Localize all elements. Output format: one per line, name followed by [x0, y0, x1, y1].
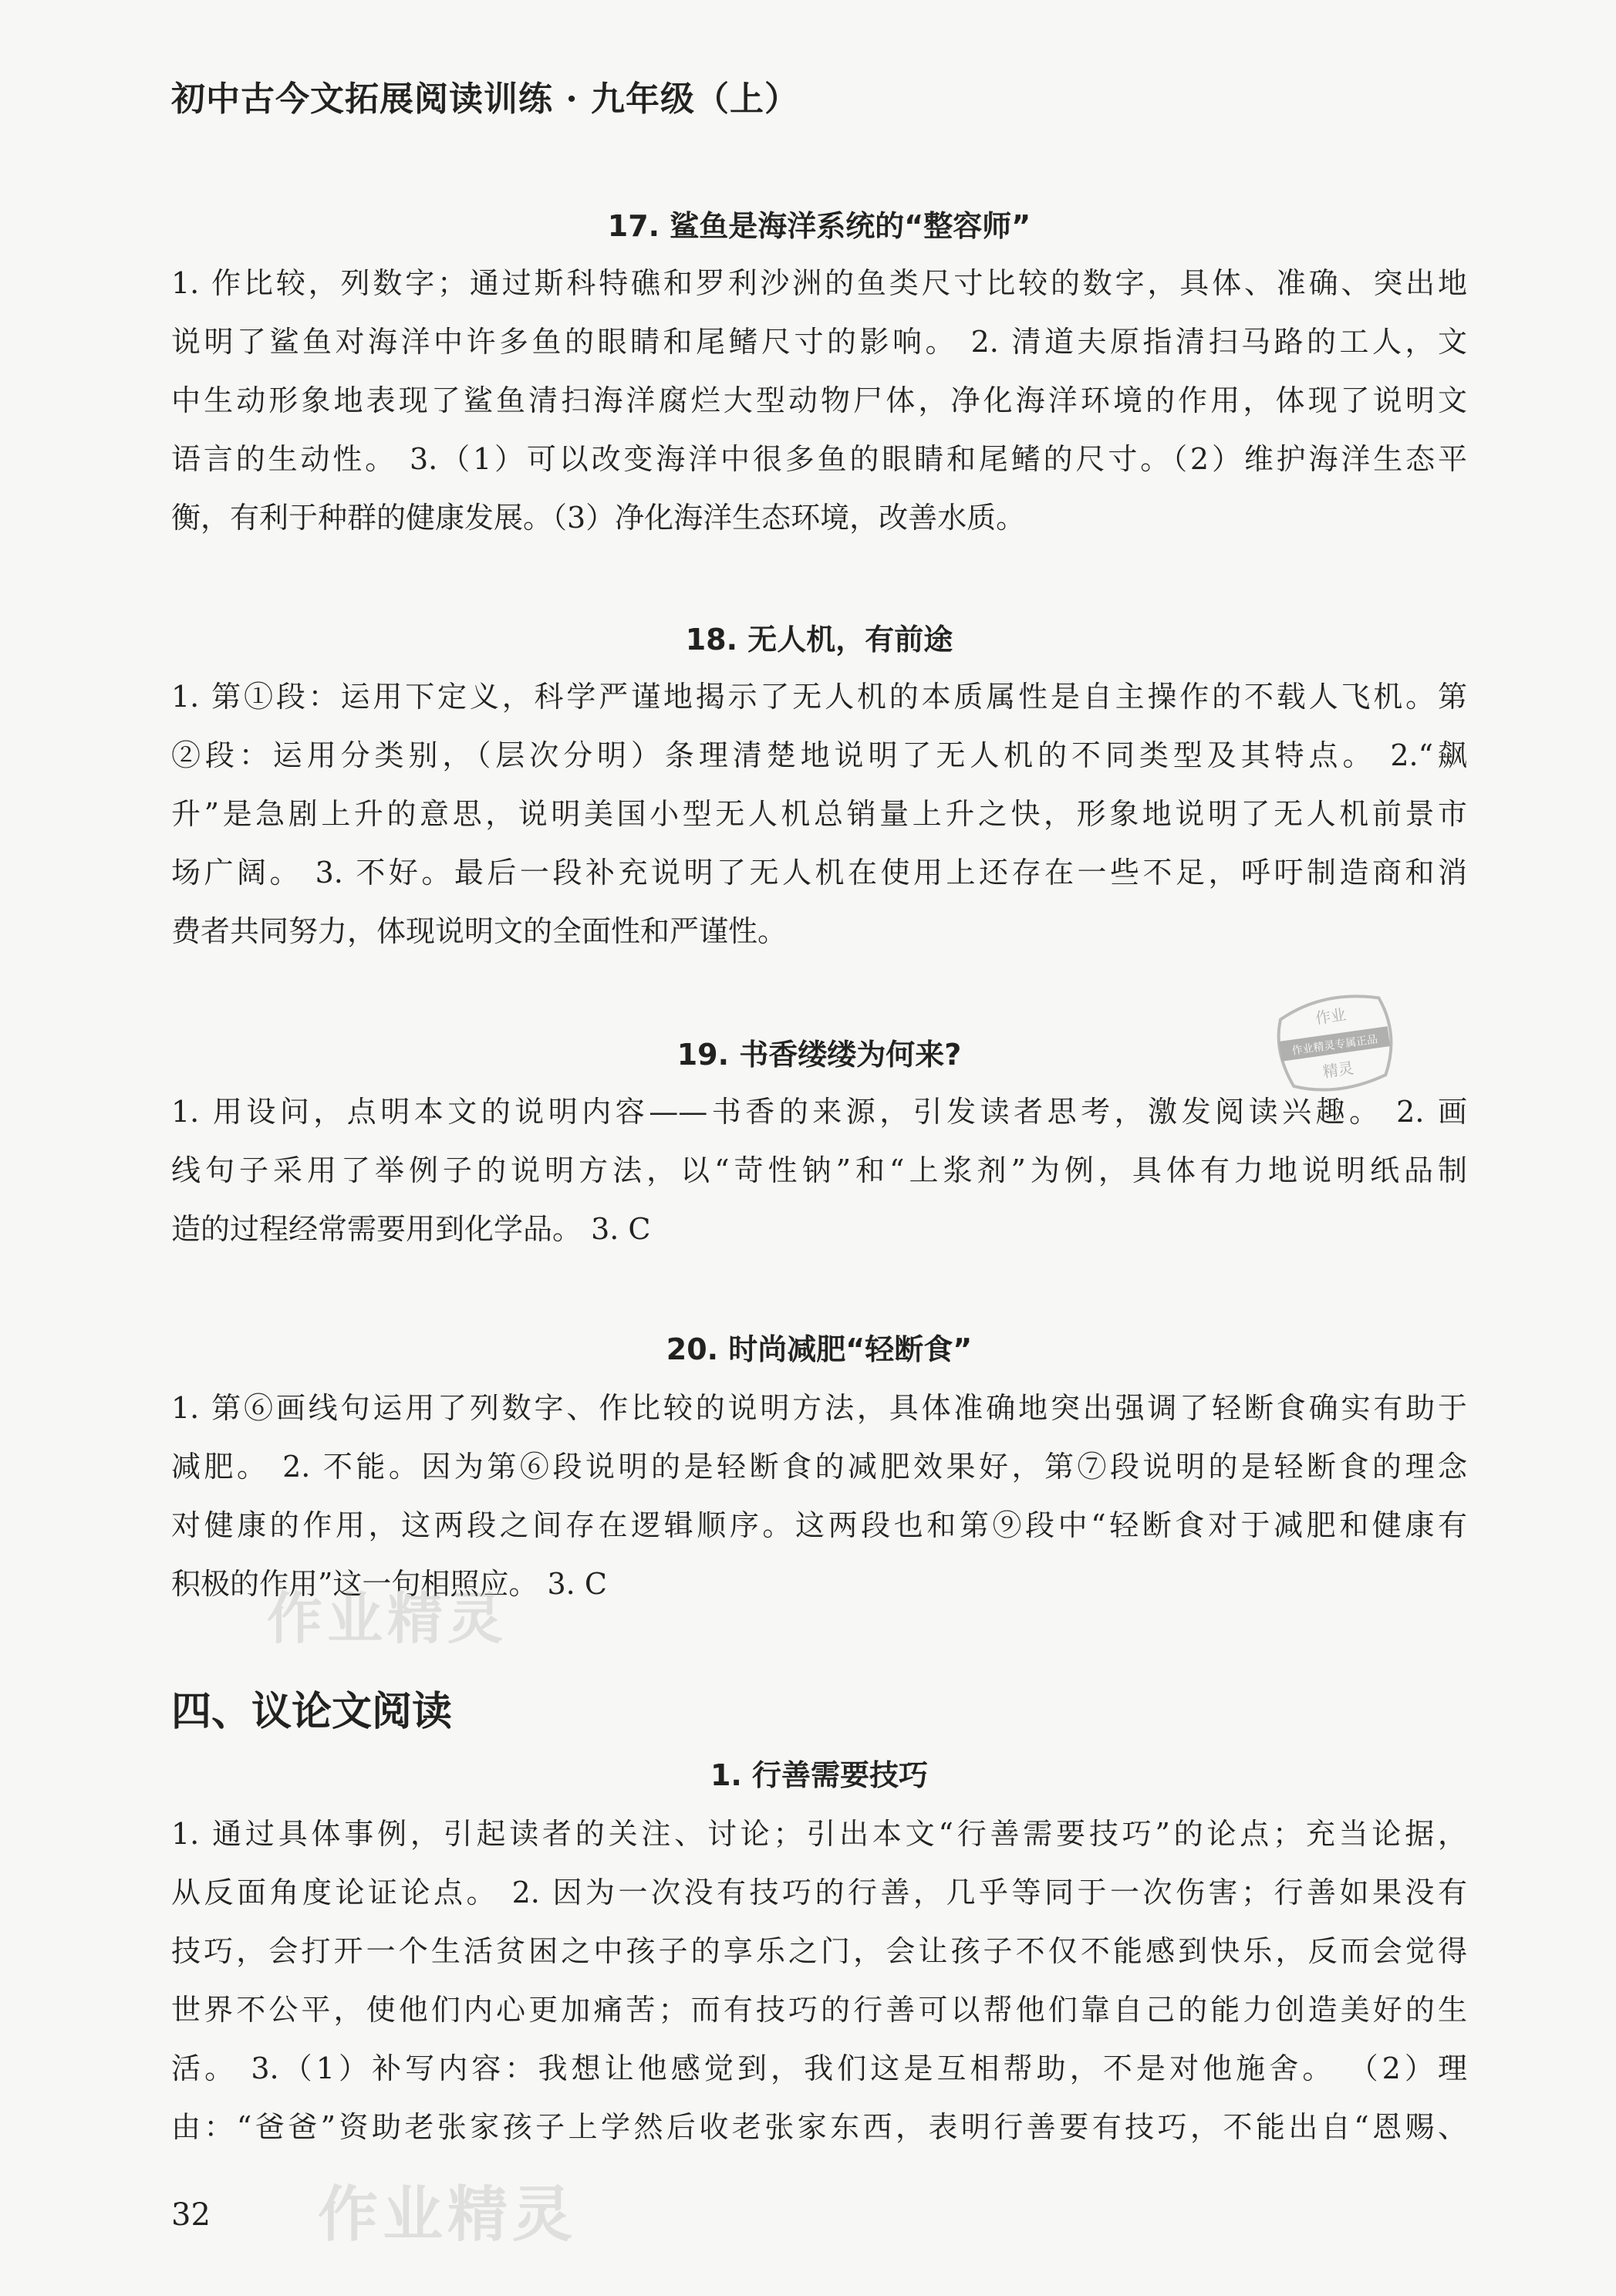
- section-title-17: 17. 鲨鱼是海洋系统的“整容师”: [607, 209, 1031, 243]
- text-line: 衡，有利于种群的健康发展。（3）净化海洋生态环境，改善水质。: [171, 501, 1026, 535]
- text-line: 升”是急剧上升的意思，说明美国小型无人机总销量上升之快，形象地说明了无人机前景市: [171, 797, 1467, 831]
- text-line: 语言的生动性。 3.（1）可以改变海洋中很多鱼的眼睛和尾鳍的尺寸。（2）维护海洋生态平: [171, 442, 1467, 476]
- text-line: 线句子采用了举例子的说明方法，以“苛性钠”和“上浆剂”为例，具体有力地说明纸品制: [171, 1153, 1467, 1187]
- stamp-bottom-text: 精灵: [1321, 1058, 1355, 1082]
- text-line: ②段：运用分类别，（层次分明）条理清楚地说明了无人机的不同类型及其特点。 2.“飙: [171, 738, 1467, 772]
- section-title-19: 19. 书香缕缕为何来?: [676, 1038, 962, 1072]
- part-heading: 四、议论文阅读: [171, 1689, 453, 1735]
- text-line: 从反面角度论证论点。 2. 因为一次没有技巧的行善，几乎等同于一次伤害；行善如果没有: [171, 1876, 1467, 1909]
- text-line: 造的过程经常需要用到化学品。 3. C: [171, 1212, 651, 1246]
- text-line: 1. 通过具体事例，引起读者的关注、讨论；引出本文“行善需要技巧”的论点；充当论据，: [171, 1817, 1467, 1851]
- watermark-text: 作业精灵: [267, 1586, 508, 1651]
- text-line: 场广阔。 3. 不好。最后一段补充说明了无人机在使用上还存在一些不足，呼吁制造商和消: [171, 856, 1467, 890]
- text-line: 中生动形象地表现了鲨鱼清扫海洋腐烂大型动物尸体，净化海洋环境的作用，体现了说明文: [171, 383, 1467, 417]
- stamp-middle-text: 作业精灵专属正品: [1290, 1033, 1378, 1058]
- text-line: 活。 3.（1）补写内容：我想让他感觉到，我们这是互相帮助，不是对他施舍。 （2）理: [171, 2051, 1467, 2085]
- text-line: 对健康的作用，这两段之间存在逻辑顺序。这两段也和第⑨段中“轻断食对于减肥和健康有: [171, 1508, 1467, 1542]
- section-title-argument-1: 1. 行善需要技巧: [710, 1758, 929, 1792]
- stamp-icon: [1262, 981, 1407, 1106]
- text-line: 由：“爸爸”资助老张家孩子上学然后收老张家东西，表明行善要有技巧，不能出自“恩赐、: [171, 2110, 1467, 2144]
- text-line: 世界不公平，使他们内心更加痛苦；而有技巧的行善可以帮他们靠自己的能力创造美好的生: [171, 1993, 1467, 2027]
- text-line: 技巧，会打开一个生活贫困之中孩子的享乐之门，会让孩子不仅不能感到快乐，反而会觉得: [171, 1934, 1467, 1968]
- text-line: 1. 第⑥画线句运用了列数字、作比较的说明方法，具体准确地突出强调了轻断食确实有助于: [171, 1391, 1467, 1425]
- running-header: 初中古今文拓展阅读训练 · 九年级（上）: [171, 79, 799, 119]
- text-line: 说明了鲨鱼对海洋中许多鱼的眼睛和尾鳍尺寸的影响。 2. 清道夫原指清扫马路的工人，文: [171, 325, 1467, 359]
- text-line: 1. 第①段：运用下定义，科学严谨地揭示了无人机的本质属性是自主操作的不载人飞机。第: [171, 680, 1467, 714]
- text-line: 积极的作用”这一句相照应。 3. C: [171, 1567, 607, 1601]
- watermark-text: 作业精灵: [318, 2180, 578, 2250]
- text-line: 1. 作比较，列数字；通过斯科特礁和罗利沙洲的鱼类尺寸比较的数字，具体、准确、突出地: [171, 266, 1467, 300]
- section-title-20: 20. 时尚减肥“轻断食”: [666, 1332, 973, 1366]
- stamp-top-text: 作业: [1314, 1004, 1348, 1028]
- text-line: 费者共同努力，体现说明文的全面性和严谨性。: [171, 914, 788, 948]
- section-title-18: 18. 无人机，有前途: [685, 623, 953, 657]
- text-line: 减肥。 2. 不能。因为第⑥段说明的是轻断食的减肥效果好，第⑦段说明的是轻断食的理念: [171, 1450, 1467, 1484]
- page-number: 32: [171, 2197, 211, 2233]
- text-line: 1. 用设问，点明本文的说明内容——书香的来源，引发读者思考，激发阅读兴趣。 2. 画: [171, 1095, 1467, 1129]
